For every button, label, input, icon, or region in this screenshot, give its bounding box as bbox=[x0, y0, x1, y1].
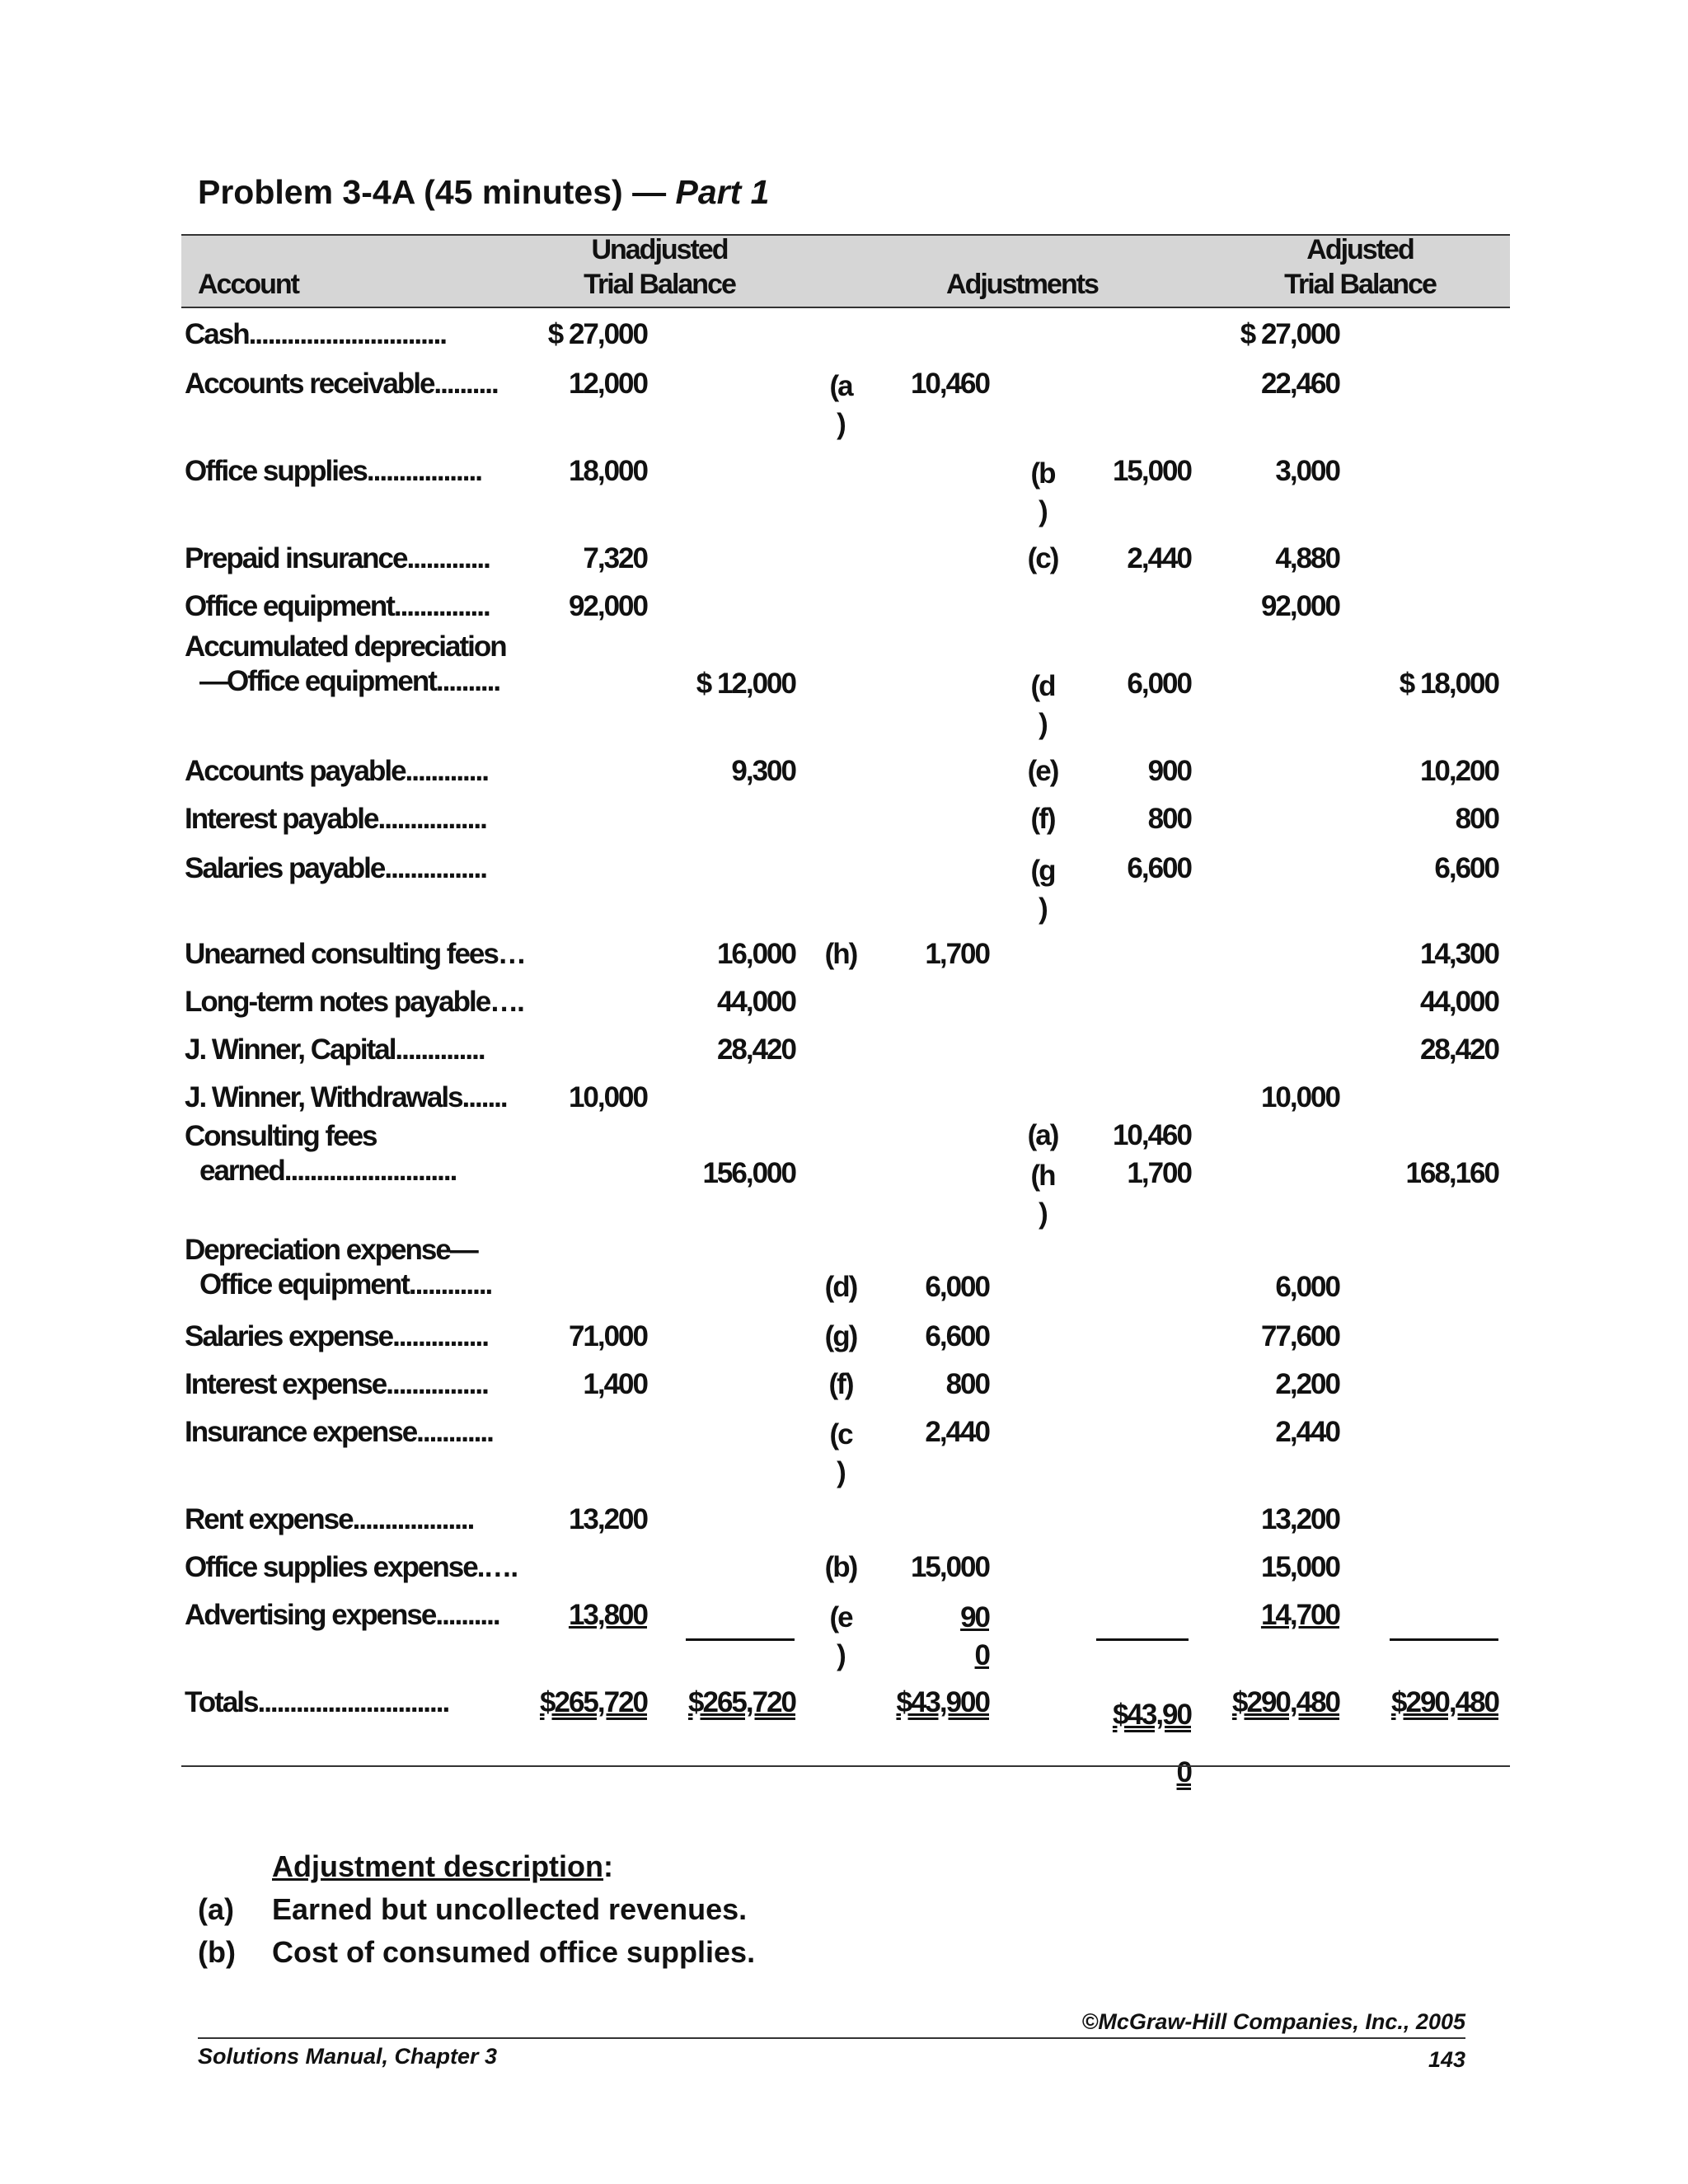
account-name: Rent expense................... bbox=[185, 1503, 474, 1535]
account-name: Prepaid insurance............. bbox=[185, 542, 490, 574]
adj-debit: 6,600 bbox=[925, 1320, 989, 1352]
adj-tb-debit: 3,000 bbox=[1275, 455, 1339, 487]
table-bottom-rule bbox=[181, 1765, 1510, 1767]
adj-tb-credit-rule bbox=[1390, 1638, 1498, 1641]
account-name-line-1: Accumulated depreciation bbox=[185, 630, 506, 663]
adj-credit: 900 bbox=[1147, 755, 1191, 787]
adj-credit-letter: (e) bbox=[1027, 755, 1058, 787]
account-name: Office supplies expense.…. bbox=[185, 1551, 518, 1583]
unadj-credit: 9,300 bbox=[731, 755, 795, 787]
unadj-credit-total: $265,720 bbox=[688, 1686, 795, 1718]
adj-credit-letter: (f) bbox=[1030, 803, 1055, 835]
unadj-debit: 13,800 bbox=[568, 1599, 647, 1631]
adj-tb-credit: 44,000 bbox=[1419, 986, 1498, 1018]
adj-tb-credit: 6,600 bbox=[1434, 852, 1498, 884]
table-row-accounts-receivable bbox=[0, 364, 1688, 440]
header-adjusted-1: Adjusted bbox=[1306, 234, 1414, 265]
page-title bbox=[198, 173, 769, 212]
adj-credit-total: $43,90 0 bbox=[1112, 1699, 1191, 1788]
adj-tb-credit: 168,160 bbox=[1405, 1157, 1498, 1189]
adj-debit-letter: (g) bbox=[824, 1320, 857, 1352]
table-row-advertising-expense bbox=[0, 1596, 1688, 1671]
footer-chapter: Solutions Manual, Chapter 3 bbox=[198, 2044, 498, 2069]
account-name: J. Winner, Withdrawals....... bbox=[185, 1081, 507, 1113]
adj-tb-credit: 28,420 bbox=[1419, 1033, 1498, 1066]
account-name: Office supplies.................. bbox=[185, 455, 481, 487]
unadj-credit: 156,000 bbox=[702, 1157, 795, 1189]
unadj-debit: 7,320 bbox=[583, 542, 647, 574]
adj-debit: 2,440 bbox=[925, 1416, 989, 1448]
account-name bbox=[185, 1233, 491, 1302]
account-name: Interest expense................ bbox=[185, 1368, 488, 1400]
unadj-credit: 44,000 bbox=[716, 986, 795, 1018]
header-adjusted-2: Trial Balance bbox=[1284, 269, 1436, 300]
adj-tb-credit: 10,200 bbox=[1419, 755, 1498, 787]
adj-credit-letter-1: (a) bbox=[1027, 1119, 1058, 1151]
adj-tb-debit: 77,600 bbox=[1260, 1320, 1339, 1352]
adj-tb-debit: 6,000 bbox=[1275, 1271, 1339, 1303]
account-name-line-2: Office equipment............. bbox=[199, 1268, 492, 1301]
table-row-interest-expense bbox=[0, 1365, 1688, 1413]
adj-debit-letter: (b) bbox=[824, 1551, 857, 1583]
adj-debit-letter: (h) bbox=[824, 938, 857, 970]
header-unadjusted-1: Unadjusted bbox=[591, 234, 728, 265]
adj-credit: 2,440 bbox=[1127, 542, 1191, 574]
adj-tb-debit: 10,000 bbox=[1260, 1081, 1339, 1113]
adj-credit-letter: (d ) bbox=[1030, 670, 1055, 740]
adj-debit-letter: (c ) bbox=[829, 1418, 852, 1488]
account-name: Cash............................... bbox=[185, 318, 447, 350]
unadj-debit: 92,000 bbox=[568, 590, 647, 622]
table-row-office-supplies-expense bbox=[0, 1548, 1688, 1596]
header-unadjusted-2: Trial Balance bbox=[584, 269, 735, 300]
adj-debit: 6,000 bbox=[925, 1271, 989, 1303]
adj-debit: 10,460 bbox=[910, 368, 989, 400]
account-name: Office equipment............... bbox=[185, 590, 490, 622]
account-name: Long-term notes payable…. bbox=[185, 986, 523, 1018]
table-row-consulting-fees-earned bbox=[0, 1119, 1688, 1230]
adj-tb-debit: 13,200 bbox=[1260, 1503, 1339, 1535]
adj-tb-debit: $ 27,000 bbox=[1240, 318, 1339, 350]
table-row-cash bbox=[0, 315, 1688, 363]
adj-tb-debit: 2,200 bbox=[1275, 1368, 1339, 1400]
adj-tb-credit: $ 18,000 bbox=[1399, 668, 1498, 700]
table-row-totals bbox=[0, 1683, 1688, 1788]
description-heading-colon: : bbox=[603, 1849, 614, 1883]
adj-debit-letter: (d) bbox=[824, 1271, 857, 1303]
table-row-long-term-notes-payable bbox=[0, 982, 1688, 1030]
account-name: J. Winner, Capital.............. bbox=[185, 1033, 485, 1066]
adj-tb-credit: 800 bbox=[1455, 803, 1498, 835]
adj-tb-debit: 4,880 bbox=[1275, 542, 1339, 574]
table-row-salaries-payable bbox=[0, 849, 1688, 925]
adj-credit-2: 1,700 bbox=[1127, 1157, 1191, 1189]
unadj-credit-rule bbox=[686, 1638, 795, 1641]
header-account: Account bbox=[198, 269, 298, 300]
adj-tb-debit: 2,440 bbox=[1275, 1416, 1339, 1448]
table-row-rent-expense bbox=[0, 1500, 1688, 1548]
adj-debit: 15,000 bbox=[910, 1551, 989, 1583]
table-row-unearned-consulting-fees bbox=[0, 935, 1688, 982]
footer-rule bbox=[198, 2037, 1465, 2039]
unadj-debit: 12,000 bbox=[568, 368, 647, 400]
account-name-line-2: —Office equipment.......... bbox=[199, 665, 500, 697]
description-item-b-text: Cost of consumed office supplies. bbox=[272, 1935, 756, 1969]
adj-debit: 1,700 bbox=[925, 938, 989, 970]
adj-tb-debit: 22,460 bbox=[1260, 368, 1339, 400]
unadj-debit: 13,200 bbox=[568, 1503, 647, 1535]
description-heading-text: Adjustment description bbox=[272, 1849, 604, 1883]
unadj-credit: 28,420 bbox=[716, 1033, 795, 1066]
adj-credit-letter: (c) bbox=[1027, 542, 1058, 574]
table-row-office-equipment bbox=[0, 587, 1688, 635]
table-row-capital bbox=[0, 1030, 1688, 1078]
adj-credit: 800 bbox=[1147, 803, 1191, 835]
account-name bbox=[185, 630, 506, 699]
unadj-debit: 18,000 bbox=[568, 455, 647, 487]
account-name: Salaries expense............... bbox=[185, 1320, 488, 1352]
adj-debit: 800 bbox=[945, 1368, 989, 1400]
table-row-accounts-payable bbox=[0, 752, 1688, 799]
account-name: Salaries payable................ bbox=[185, 852, 486, 884]
account-name: Advertising expense.......... bbox=[185, 1599, 499, 1631]
account-name: Accounts receivable.......... bbox=[185, 368, 498, 400]
footer-copyright: ©McGraw-Hill Companies, Inc., 2005 bbox=[1081, 2009, 1465, 2034]
title-separator: — bbox=[632, 173, 667, 211]
account-name: Insurance expense............ bbox=[185, 1416, 493, 1448]
header-adjustments: Adjustments bbox=[946, 269, 1098, 300]
account-name: Unearned consulting fees… bbox=[185, 938, 525, 970]
table-row-insurance-expense bbox=[0, 1413, 1688, 1488]
unadj-credit: 16,000 bbox=[716, 938, 795, 970]
unadj-credit: $ 12,000 bbox=[696, 668, 795, 700]
table-row-prepaid-insurance bbox=[0, 539, 1688, 587]
adj-tb-credit-total: $290,480 bbox=[1391, 1686, 1498, 1718]
unadj-debit: $ 27,000 bbox=[547, 318, 647, 350]
account-name bbox=[185, 1119, 456, 1188]
adj-credit: 15,000 bbox=[1112, 455, 1191, 487]
account-name: Totals.............................. bbox=[185, 1686, 449, 1718]
adj-debit-letter: (e ) bbox=[829, 1601, 852, 1671]
footer-page-number: 143 bbox=[1428, 2047, 1465, 2072]
unadj-debit: 10,000 bbox=[568, 1081, 647, 1113]
adj-credit-1: 10,460 bbox=[1112, 1119, 1191, 1151]
account-name-line-1: Depreciation expense— bbox=[185, 1234, 477, 1266]
table-row-interest-payable bbox=[0, 799, 1688, 847]
adj-debit-letter: (f) bbox=[828, 1368, 853, 1400]
account-name-line-1: Consulting fees bbox=[185, 1120, 377, 1152]
adj-debit-total: $43,900 bbox=[896, 1686, 989, 1718]
account-name: Interest payable................. bbox=[185, 803, 486, 835]
adj-tb-debit: 15,000 bbox=[1260, 1551, 1339, 1583]
adj-credit-letter: (g ) bbox=[1030, 855, 1055, 925]
table-row-accumulated-depreciation bbox=[0, 630, 1688, 740]
description-item-a-text: Earned but uncollected revenues. bbox=[272, 1892, 748, 1926]
adj-tb-debit-total: $290,480 bbox=[1232, 1686, 1339, 1718]
adj-tb-debit: 92,000 bbox=[1260, 590, 1339, 622]
adj-credit: 6,000 bbox=[1127, 668, 1191, 700]
adj-credit-rule bbox=[1096, 1638, 1189, 1641]
title-part: Part 1 bbox=[675, 173, 770, 211]
table-row-office-supplies bbox=[0, 452, 1688, 527]
description-item-a-label: (a) bbox=[198, 1892, 234, 1926]
adj-credit-letter: (b ) bbox=[1030, 457, 1055, 527]
account-name-line-2: earned........................... bbox=[199, 1155, 457, 1187]
adj-credit: 6,600 bbox=[1127, 852, 1191, 884]
unadj-debit: 1,400 bbox=[583, 1368, 647, 1400]
description-item-b-label: (b) bbox=[198, 1935, 236, 1969]
unadj-debit: 71,000 bbox=[568, 1320, 647, 1352]
account-name: Accounts payable............. bbox=[185, 755, 488, 787]
unadj-debit-total: $265,720 bbox=[540, 1686, 647, 1718]
adj-debit-letter: (a ) bbox=[829, 370, 852, 440]
adj-tb-credit: 14,300 bbox=[1419, 938, 1498, 970]
adj-credit-letter-2: (h ) bbox=[1030, 1160, 1055, 1230]
table-row-salaries-expense bbox=[0, 1317, 1688, 1365]
table-row-depreciation-expense bbox=[0, 1234, 1688, 1315]
adjustment-description-heading bbox=[272, 1849, 613, 1884]
adj-debit: 90 0 bbox=[960, 1601, 989, 1671]
adj-tb-debit: 14,700 bbox=[1260, 1599, 1339, 1631]
title-main: Problem 3-4A (45 minutes) bbox=[198, 173, 623, 211]
